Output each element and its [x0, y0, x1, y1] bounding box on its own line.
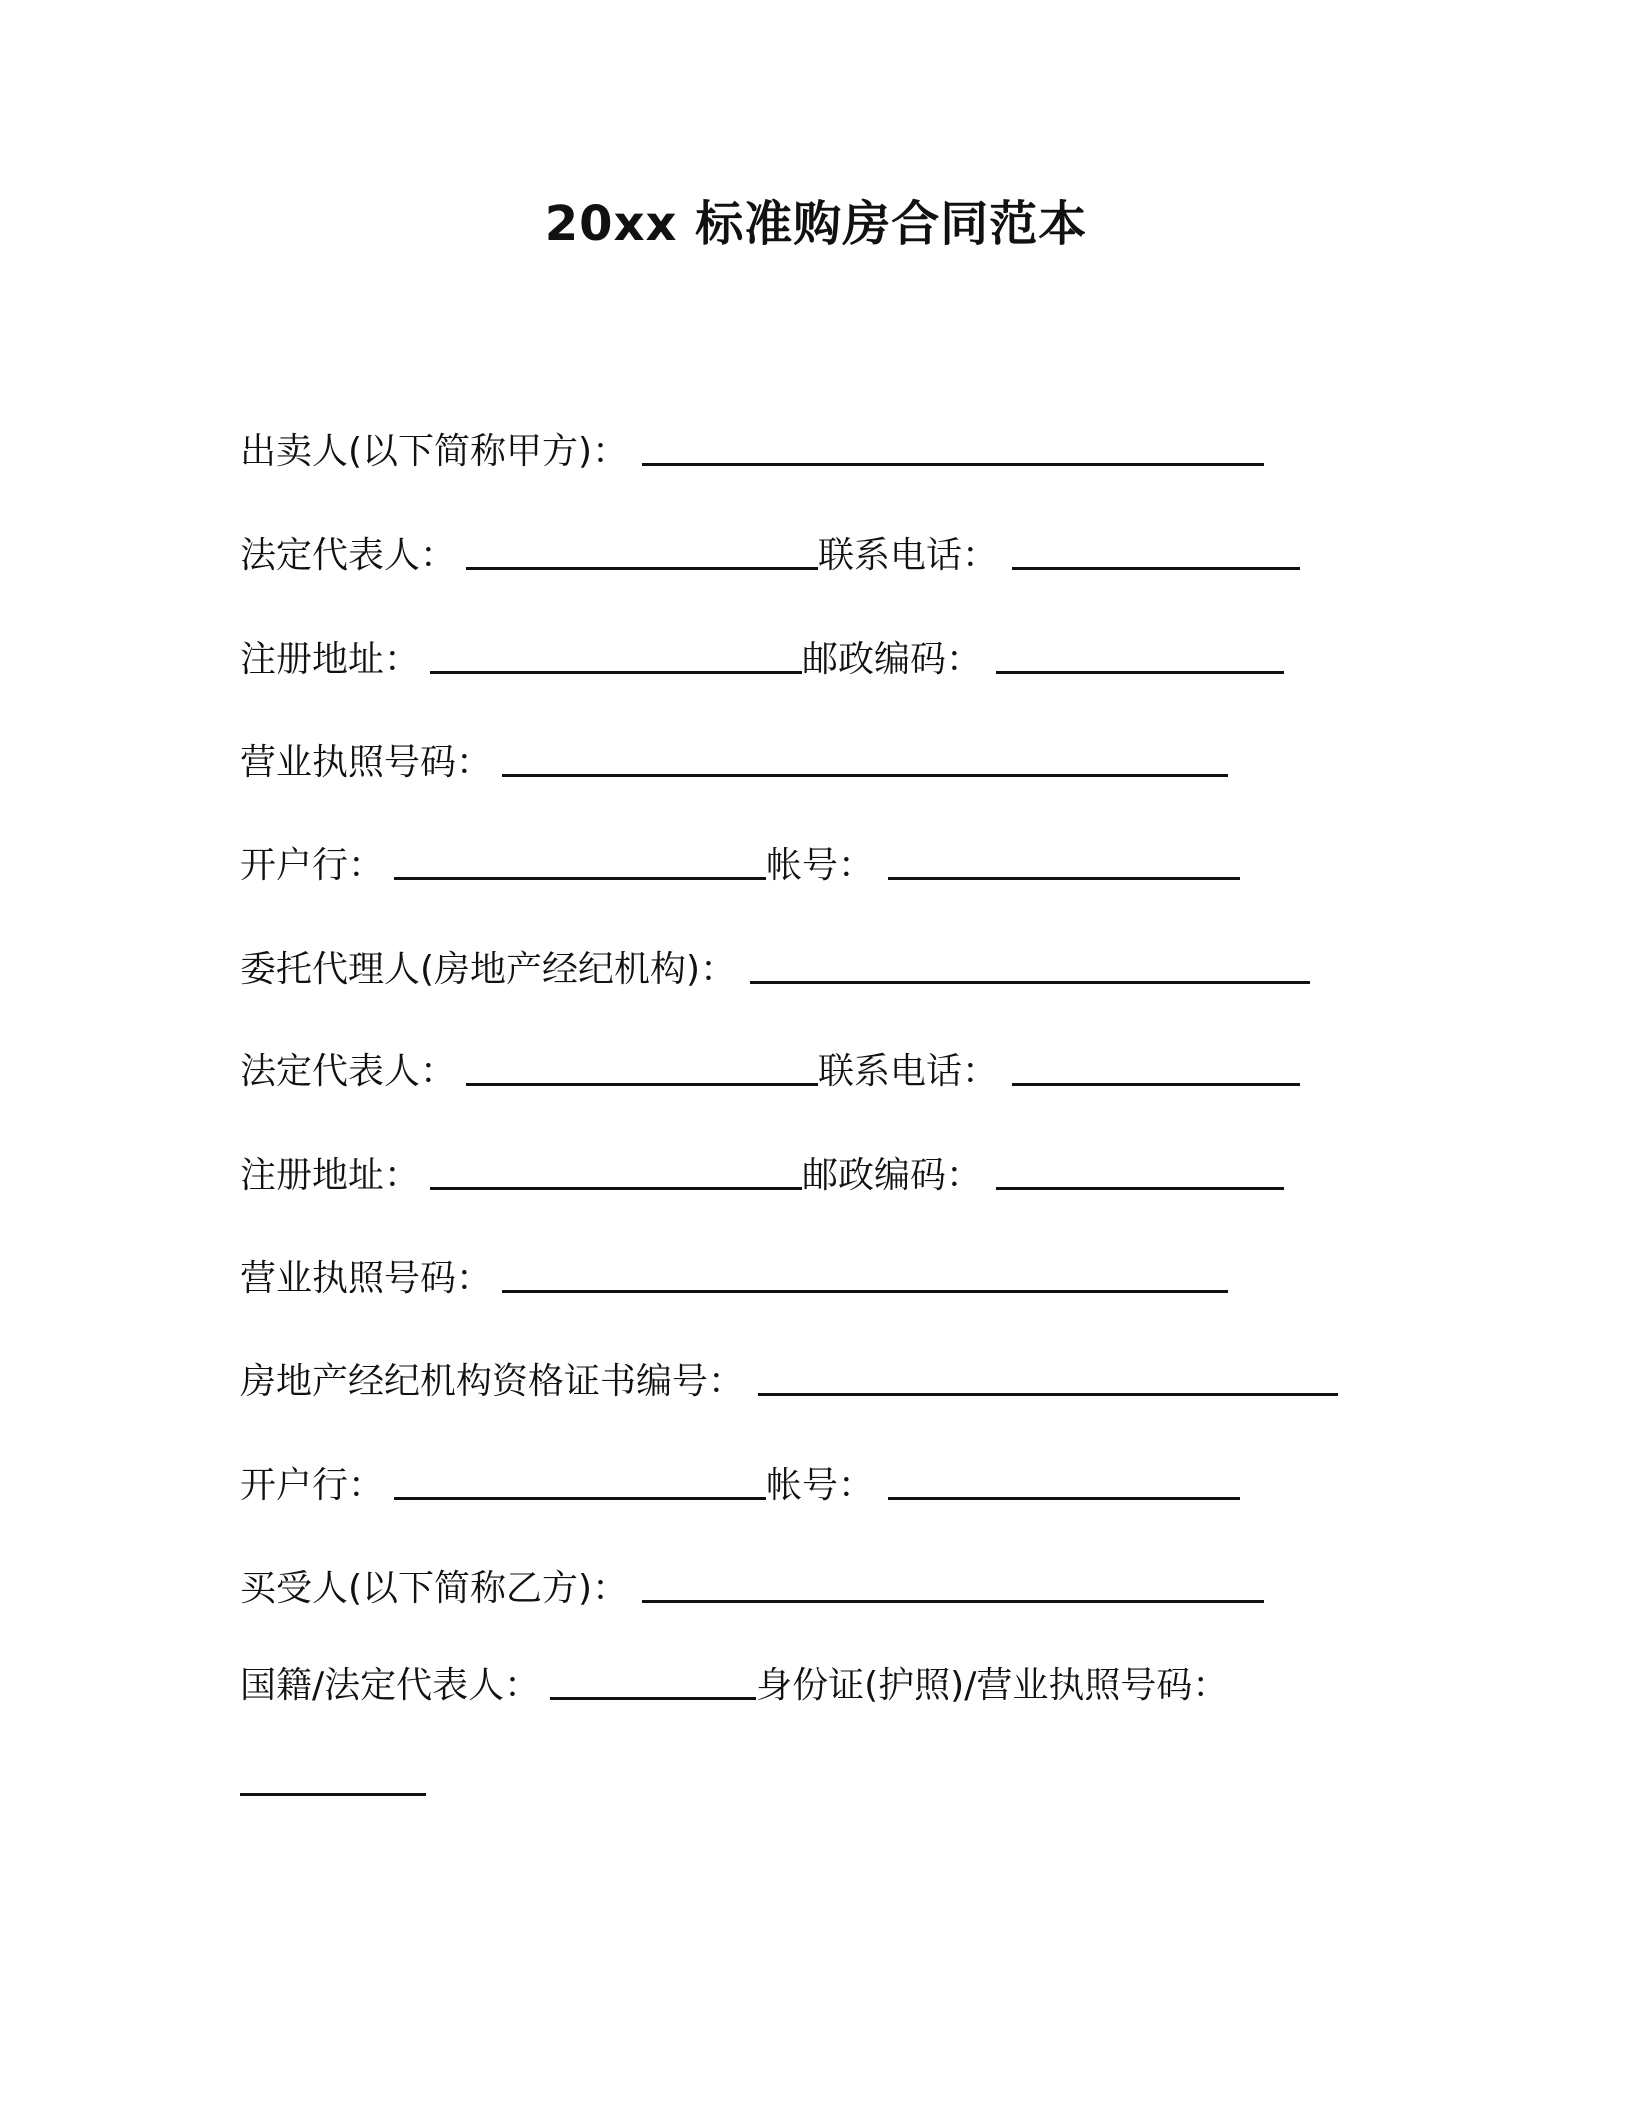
agent-address-line	[240, 1150, 1284, 1202]
phone-blank[interactable]	[1012, 563, 1300, 570]
agent-bank-line	[240, 1460, 1240, 1512]
license-blank[interactable]	[502, 770, 1228, 777]
address-line	[240, 634, 1284, 686]
agent-cert-blank[interactable]	[758, 1389, 1338, 1396]
agent-legal-rep-line	[240, 1046, 1300, 1098]
seller-label: 出卖人(以下简称甲方)：	[240, 431, 629, 472]
agent-cert-line	[240, 1356, 1338, 1408]
address-label: 注册地址：	[240, 639, 421, 680]
buyer-line	[240, 1563, 1264, 1615]
agent-postcode-blank[interactable]	[996, 1183, 1284, 1190]
document-title: 20xx 标准购房合同范本	[544, 196, 1088, 252]
agent-license-label: 营业执照号码：	[240, 1258, 493, 1299]
buyer-id-line	[240, 1660, 1228, 1712]
seller-blank[interactable]	[642, 459, 1264, 466]
id-number-label: 身份证(护照)/营业执照号码：	[756, 1665, 1229, 1706]
id-number-continuation	[240, 1756, 426, 1808]
agent-license-line	[240, 1253, 1228, 1305]
legal-rep-label: 法定代表人：	[240, 535, 457, 576]
agent-postcode-label: 邮政编码：	[802, 1155, 983, 1196]
agent-account-blank[interactable]	[888, 1493, 1240, 1500]
agent-address-label: 注册地址：	[240, 1155, 421, 1196]
agent-address-blank[interactable]	[430, 1183, 802, 1190]
bank-line	[240, 840, 1240, 892]
legal-rep-blank[interactable]	[466, 563, 818, 570]
agent-license-blank[interactable]	[502, 1286, 1228, 1293]
bank-label: 开户行：	[240, 845, 385, 886]
nationality-blank[interactable]	[550, 1693, 756, 1700]
buyer-blank[interactable]	[642, 1596, 1264, 1603]
license-label: 营业执照号码：	[240, 742, 493, 783]
agent-bank-label: 开户行：	[240, 1465, 385, 1506]
legal-rep-line	[240, 530, 1300, 582]
bank-blank[interactable]	[394, 873, 766, 880]
nationality-label: 国籍/法定代表人：	[240, 1665, 541, 1706]
agent-account-label: 帐号：	[766, 1465, 875, 1506]
postcode-blank[interactable]	[996, 667, 1284, 674]
agent-line	[240, 944, 1310, 996]
account-label: 帐号：	[766, 845, 875, 886]
account-blank[interactable]	[888, 873, 1240, 880]
phone-label: 联系电话：	[818, 535, 999, 576]
agent-legal-rep-blank[interactable]	[466, 1079, 818, 1086]
id-number-blank[interactable]	[240, 1789, 426, 1796]
postcode-label: 邮政编码：	[802, 639, 983, 680]
agent-label: 委托代理人(房地产经纪机构)：	[240, 949, 737, 990]
seller-line	[240, 426, 1264, 478]
agent-blank[interactable]	[750, 977, 1310, 984]
license-line	[240, 737, 1228, 789]
agent-phone-blank[interactable]	[1012, 1079, 1300, 1086]
agent-cert-label: 房地产经纪机构资格证书编号：	[240, 1361, 745, 1402]
agent-bank-blank[interactable]	[394, 1493, 766, 1500]
agent-legal-rep-label: 法定代表人：	[240, 1051, 457, 1092]
buyer-label: 买受人(以下简称乙方)：	[240, 1568, 629, 1609]
address-blank[interactable]	[430, 667, 802, 674]
agent-phone-label: 联系电话：	[818, 1051, 999, 1092]
